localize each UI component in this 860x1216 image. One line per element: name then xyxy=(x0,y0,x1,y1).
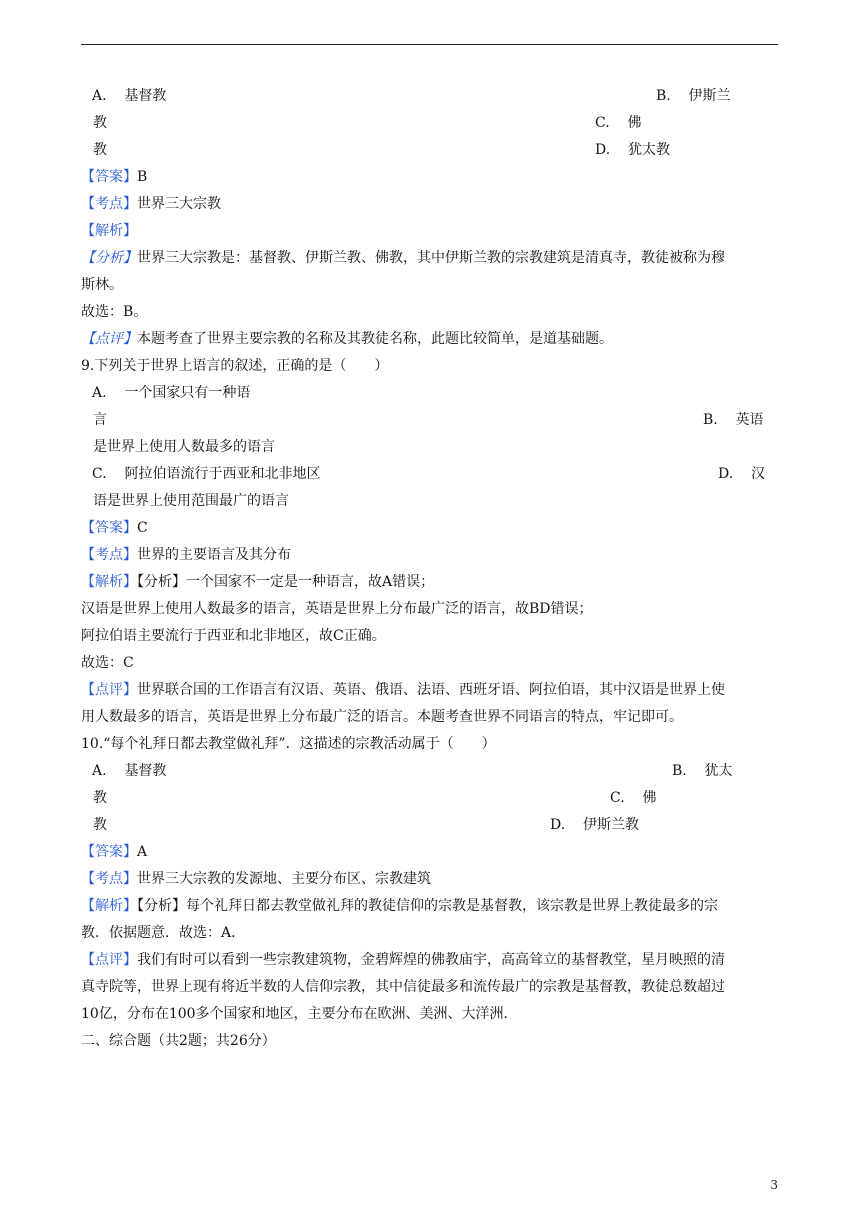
answer-value: B xyxy=(137,169,148,185)
q9-answer xyxy=(81,519,148,537)
answer-tag: 【答案】 xyxy=(81,169,137,185)
q9-option-wrap: 是世界上使用人数最多的语言 xyxy=(93,439,275,455)
q10-option-b: B. 犹太 xyxy=(672,763,733,779)
q10-analysis-line: 教．依据题意．故选：A． xyxy=(81,925,246,941)
analysis-tag: 【分析】 xyxy=(137,574,186,590)
point-text: 世界三大宗教 xyxy=(137,196,221,212)
point-text: 世界三大宗教的发源地、主要分布区、宗教建筑 xyxy=(137,871,431,887)
q10-option-wrap: 教 xyxy=(93,817,107,833)
q10-answer xyxy=(81,843,147,861)
answer-value: C xyxy=(137,520,148,536)
q10-option-c: C. 佛 xyxy=(610,790,657,806)
q10-comment-line: 10亿，分布在100多个国家和地区，主要分布在欧洲、美洲、大洋洲． xyxy=(81,1006,518,1022)
answer-tag: 【答案】 xyxy=(81,520,137,536)
point-tag: 【考点】 xyxy=(81,196,137,212)
comment-tag: 【点评】 xyxy=(81,331,137,347)
q8-analysis-line: 斯林。 xyxy=(81,277,123,293)
q8-point xyxy=(81,195,221,213)
q8-option-wrap: 教 xyxy=(93,115,107,131)
comment-text: 本题考查了世界主要宗教的名称及其教徒名称，此题比较简单，是道基础题。 xyxy=(137,331,613,347)
page-number: 3 xyxy=(770,1178,778,1192)
jiexi-tag: 【解析】 xyxy=(81,574,137,590)
jiexi-tag: 【解析】 xyxy=(81,898,137,914)
answer-value: A xyxy=(137,844,148,860)
analysis-tag: 【分析】 xyxy=(137,898,186,914)
q9-option-b: B. 英语 xyxy=(703,412,764,428)
comment-text: 世界联合国的工作语言有汉语、英语、俄语、法语、西班牙语、阿拉伯语，其中汉语是世界上使 xyxy=(137,682,725,698)
header-rule xyxy=(81,44,778,45)
q9-option-c: C. 阿拉伯语流行于西亚和北非地区 xyxy=(92,466,321,482)
q10-option-d: D. 伊斯兰教 xyxy=(550,817,639,833)
q10-option-a: A. 基督教 xyxy=(92,763,167,779)
q8-option-b: B. 伊斯兰 xyxy=(656,88,731,104)
q9-comment xyxy=(81,681,725,699)
q9-option-d: D. 汉 xyxy=(718,466,765,482)
comment-tag: 【点评】 xyxy=(81,952,137,968)
analysis-text: 每个礼拜日都去教堂做礼拜的教徒信仰的宗教是基督教，该宗教是世界上教徒最多的宗 xyxy=(186,898,718,914)
q10-analysis-line xyxy=(81,897,718,915)
point-text: 世界的主要语言及其分布 xyxy=(137,547,291,563)
analysis-text: 世界三大宗教是：基督教、伊斯兰教、佛教，其中伊斯兰教的宗教建筑是清真寺，教徒被称为穆 xyxy=(137,250,725,266)
q10-comment xyxy=(81,951,725,969)
q10-stem: 10.“每个礼拜日都去教堂做礼拜”．这描述的宗教活动属于（ ） xyxy=(81,736,496,752)
comment-tag: 【点评】 xyxy=(81,682,137,698)
q8-option-d: D. 犹太教 xyxy=(595,142,670,158)
q9-comment-line: 用人数最多的语言，英语是世界上分布最广泛的语言。本题考查世界不同语言的特点，牢记即可。 xyxy=(81,709,683,725)
q9-option-a: A. 一个国家只有一种语 xyxy=(92,385,251,401)
answer-tag: 【答案】 xyxy=(81,844,137,860)
q9-stem: 9.下列关于世界上语言的叙述，正确的是（ ） xyxy=(81,358,389,374)
q9-analysis-line xyxy=(81,573,434,591)
section-heading: 二、综合题（共2题；共26分） xyxy=(81,1033,276,1049)
q8-jiexi xyxy=(81,222,137,240)
q8-comment xyxy=(81,330,613,348)
q9-option-wrap: 语是世界上使用范围最广的语言 xyxy=(93,493,289,509)
analysis-text: 一个国家不一定是一种语言，故A错误； xyxy=(186,574,435,590)
q10-point xyxy=(81,870,431,888)
q8-analysis-line xyxy=(81,249,725,267)
point-tag: 【考点】 xyxy=(81,871,137,887)
q9-choose: 故选：C xyxy=(81,655,134,671)
q9-option-wrap: 言 xyxy=(93,412,107,428)
q10-comment-line: 真寺院等，世界上现有将近半数的人信仰宗教，其中信徒最多和流传最广的宗教是基督教，教徒总数超过 xyxy=(81,979,725,995)
q9-point xyxy=(81,546,291,564)
point-tag: 【考点】 xyxy=(81,547,137,563)
q9-analysis-line: 汉语是世界上使用人数最多的语言，英语是世界上分布最广泛的语言，故BD错误； xyxy=(81,601,593,617)
comment-text: 我们有时可以看到一些宗教建筑物，金碧辉煌的佛教庙宇，高高耸立的基督教堂，星月映照的清 xyxy=(137,952,725,968)
q8-option-wrap: 教 xyxy=(93,142,107,158)
q8-option-a: A. 基督教 xyxy=(92,88,167,104)
q8-answer xyxy=(81,168,147,186)
q9-analysis-line: 阿拉伯语主要流行于西亚和北非地区，故C正确。 xyxy=(81,628,386,644)
q10-option-wrap: 教 xyxy=(93,790,107,806)
jiexi-tag: 【解析】 xyxy=(81,223,137,239)
q8-choose: 故选：B。 xyxy=(81,304,148,320)
q8-option-c: C. 佛 xyxy=(595,115,642,131)
analysis-tag: 【分析】 xyxy=(81,250,137,266)
